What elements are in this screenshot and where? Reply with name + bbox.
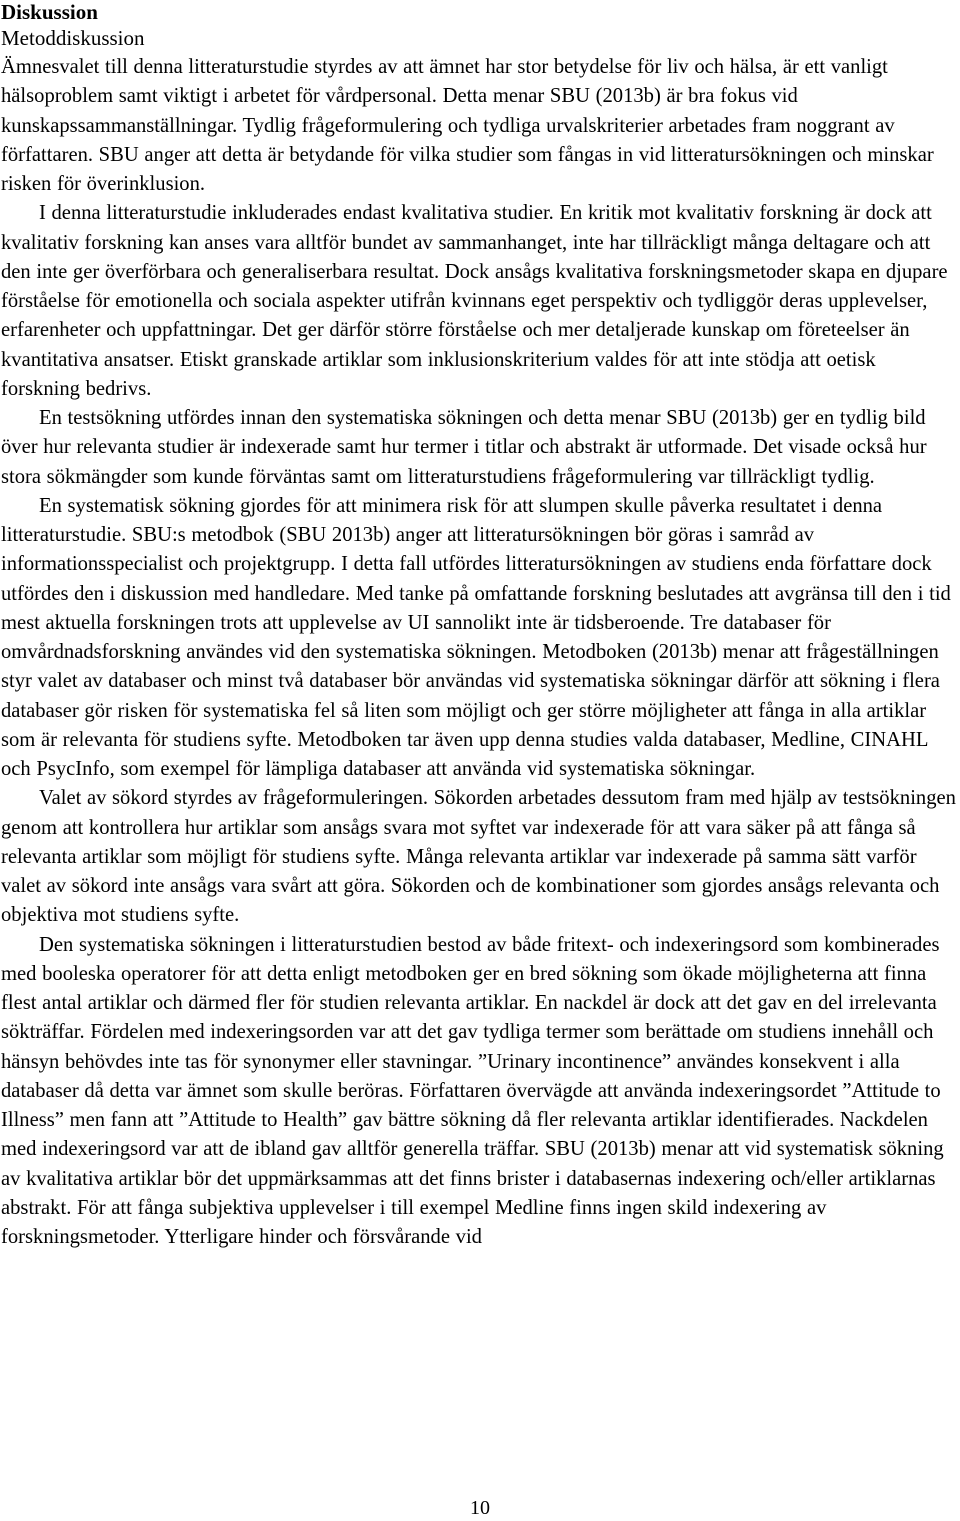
paragraph-topic-choice: Ämnesvalet till denna litteraturstudie styrdes av att ämnet har stor betydelse för liv och hälsa, är ett vanligt hälsoproblem samt viktigt i arbetet för vårdpersonal. Detta menar SBU (2013b) är bra fokus vid kunskapssammanställningar. Tydlig frågeformulering och tydliga urvalskriterier arbetades fram noggrant av författaren. SBU anger att detta är betydande för vilka studier som fångas in vid litteratursökningen och minskar risken för överinklusion. [1, 56, 934, 195]
paragraph-indexing: Den systematiska sökningen i litteraturstudien bestod av både fritext- och indexeringsord som kombinerades med booleska operatorer för att detta enligt metodboken ger en bred sökning som ökade möjligheterna att finna flest antal artiklar och därmed fler för studien relevanta artiklar. En nackdel är dock att det gav en del irrelevanta sökträffar. Fördelen med indexeringsorden var att det gav tydliga termer som berättade om studiens innehåll och hänsyn behövdes inte tas för synonymer eller stavningar. ”Urinary incontinence” användes konsekvent i alla databaser då detta var ämnet som skulle beröras. Författaren övervägde att använda indexeringsordet ”Attitude to Illness” men fann att ”Attitude to Health” gav bättre sökning då fler relevanta artiklar identifierades. Nackdelen med indexeringsord var att de ibland gav alltför generella träffar. SBU (2013b) menar att vid systematisk sökning av kvalitativa artiklar bör det uppmärksammas att det finns brister i databasernas indexering och/eller artiklarnas abstrakt. För att fånga subjektiva upplevelser i till exempel Medline finns ingen skild indexering av forskningsmetoder. Ytterligare hinder och försvårande vid [1, 933, 944, 1248]
section-heading: Diskussion [1, 0, 98, 24]
paragraph-qualitative-studies: I denna litteraturstudie inkluderades endast kvalitativa studier. En kritik mot kvalitativ forskning är dock att kvalitativ forskning kan anses vara alltför bundet av sammanhanget, inte har tillräckligt många deltagare och att den inte ger överförbara och generaliserbara resultat. Dock ansågs kvalitativa forskningsmetoder skapa en djupare förståelse för emotionella och sociala aspekter utifrån kvinnans eget perspektiv och tydliggör deras upplevelser, erfarenheter och uppfattningar. Det ger därför större förståelse och mer detaljerade kunskap om företeelser än kvantitativa ansatser. Etiskt granskade artiklar som inklusionskriterium valdes för att inte stödja att oetisk forskning bedrivs. [1, 202, 948, 400]
page-number: 10 [470, 1497, 490, 1519]
subsection-heading: Metoddiskussion [1, 26, 145, 50]
paragraph-search-terms: Valet av sökord styrdes av frågeformuleringen. Sökorden arbetades dessutom fram med hjälp av testsökningen genom att kontrollera hur artiklar som ansågs svara mot syftet var indexerade för att vara säker på att fånga så relevanta artiklar som möjligt för studiens syfte. Många relevanta artiklar var indexerade på samma sätt varför valet av sökord inte ansågs vara svårt att göra. Sökorden och de kombinationer som gjordes ansågs relevanta och objektiva mot studiens syfte. [1, 787, 956, 927]
paragraph-systematic-search: En systematisk sökning gjordes för att minimera risk för att slumpen skulle påverka resultatet i denna litteraturstudie. SBU:s metodbok (SBU 2013b) anger att litteratursökningen bör göras i samråd av informationsspecialist och projektgrupp. I detta fall utfördes litteratursökningen av studiens enda författare dock utfördes den i diskussion med handledare. Med tanke på omfattande forskning beslutades att avgränsa till den i tid mest aktuella forskningen trots att upplevelse av UI sannolikt inte är tidsberoende. Tre databaser för omvårdnadsforskning användes vid den systematiska sökningen. Metodboken (2013b) menar att frågeställningen styr valet av databaser och minst två databaser bör användas vid systematiska sökningar därför att sökning i flera databaser gör risken för systematiska fel så liten som möjligt och ger större möjligheter att fånga in alla artiklar som är relevanta för studiens syfte. Metodboken tar även upp denna studies valda databaser, Medline, CINAHL och PsycInfo, som exempel för lämpliga databaser att använda vid systematiska sökningar. [1, 494, 951, 780]
paragraph-test-search: En testsökning utfördes innan den systematiska sökningen och detta menar SBU (2013b) ger en tydlig bild över hur relevanta studier är indexerade samt hur termer i titlar och abstrakt är utformade. Det visade också hur stora sökmängder som kunde förväntas samt om litteraturstudiens frågeformulering var tillräckligt tydlig. [1, 407, 927, 488]
